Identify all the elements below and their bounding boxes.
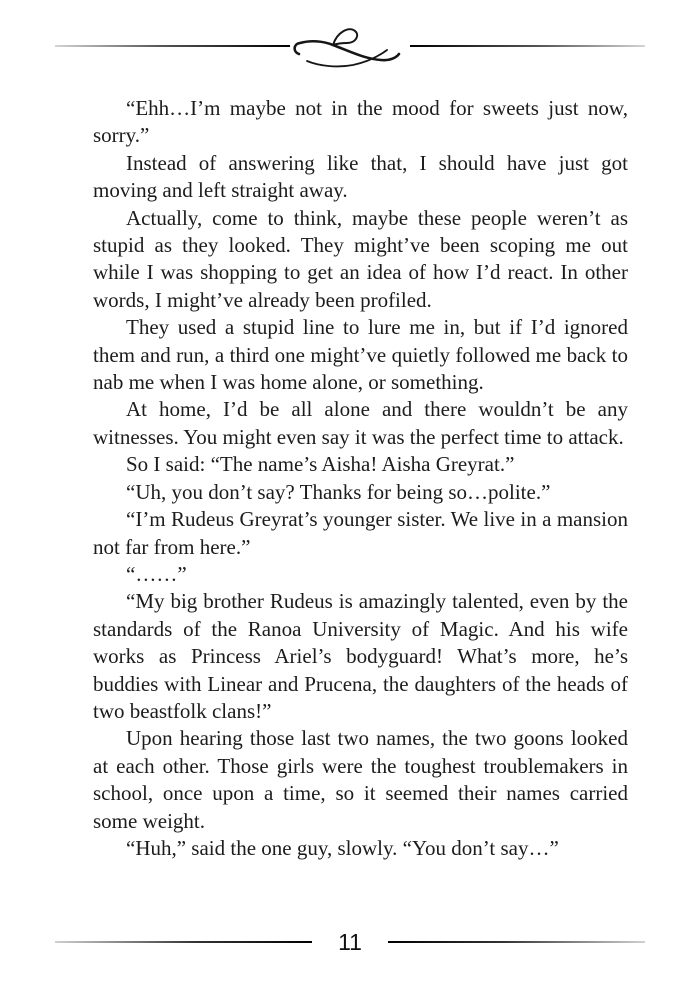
paragraph: “My big brother Rudeus is amazingly talented, even by the standards of the Ranoa University of Magic. And his wife works as Princess Ariel’s bodyguard! What’s more, he’s buddies with Linear and Prucena, the daughters of the heads of two beastfolk clans!” <box>93 589 628 723</box>
paragraph: “Ehh…I’m maybe not in the mood for sweets just now, sorry.” <box>93 96 628 148</box>
body-text <box>93 95 628 862</box>
paragraph: “……” <box>126 561 187 586</box>
paragraph: Instead of answering like that, I should have just got moving and left straight away. <box>93 150 628 203</box>
paragraph: They used a stupid line to lure me in, but if I’d ignored them and run, a third one might’ve quietly followed me back to nab me when I was home alone, or something. <box>93 315 628 395</box>
page-number: 11 <box>338 928 362 955</box>
footer-rule-left <box>55 941 312 944</box>
paragraph: “I’m Rudeus Greyrat’s younger sister. We live in a mansion not far from here.” <box>93 507 628 559</box>
header-rule-left <box>55 45 290 47</box>
header-divider <box>55 22 645 70</box>
paragraph: “Uh, you don’t say? Thanks for being so…polite.” <box>126 479 551 504</box>
paragraph: So I said: “The name’s Aisha! Aisha Greyrat.” <box>126 452 515 477</box>
paragraph: At home, I’d be all alone and there wouldn’t be any witnesses. You might even say it was the perfect time to attack. <box>93 397 628 449</box>
paragraph: Actually, come to think, maybe these people weren’t as stupid as they looked. They might’ve been scoping me out while I was shopping to get an idea of how I’d react. In other words, I might’ve already been profiled. <box>93 205 628 312</box>
paragraph: Upon hearing those last two names, the two goons looked at each other. Those girls were the toughest troublemakers in school, once upon a time, so it seemed their names carried some weight. <box>93 726 628 833</box>
calligraphic-flourish-icon <box>291 23 409 69</box>
paragraph: “Huh,” said the one guy, slowly. “You don’t say…” <box>126 835 559 860</box>
page-footer <box>55 928 645 956</box>
footer-rule-right <box>388 941 645 944</box>
header-rule-right <box>410 45 645 47</box>
